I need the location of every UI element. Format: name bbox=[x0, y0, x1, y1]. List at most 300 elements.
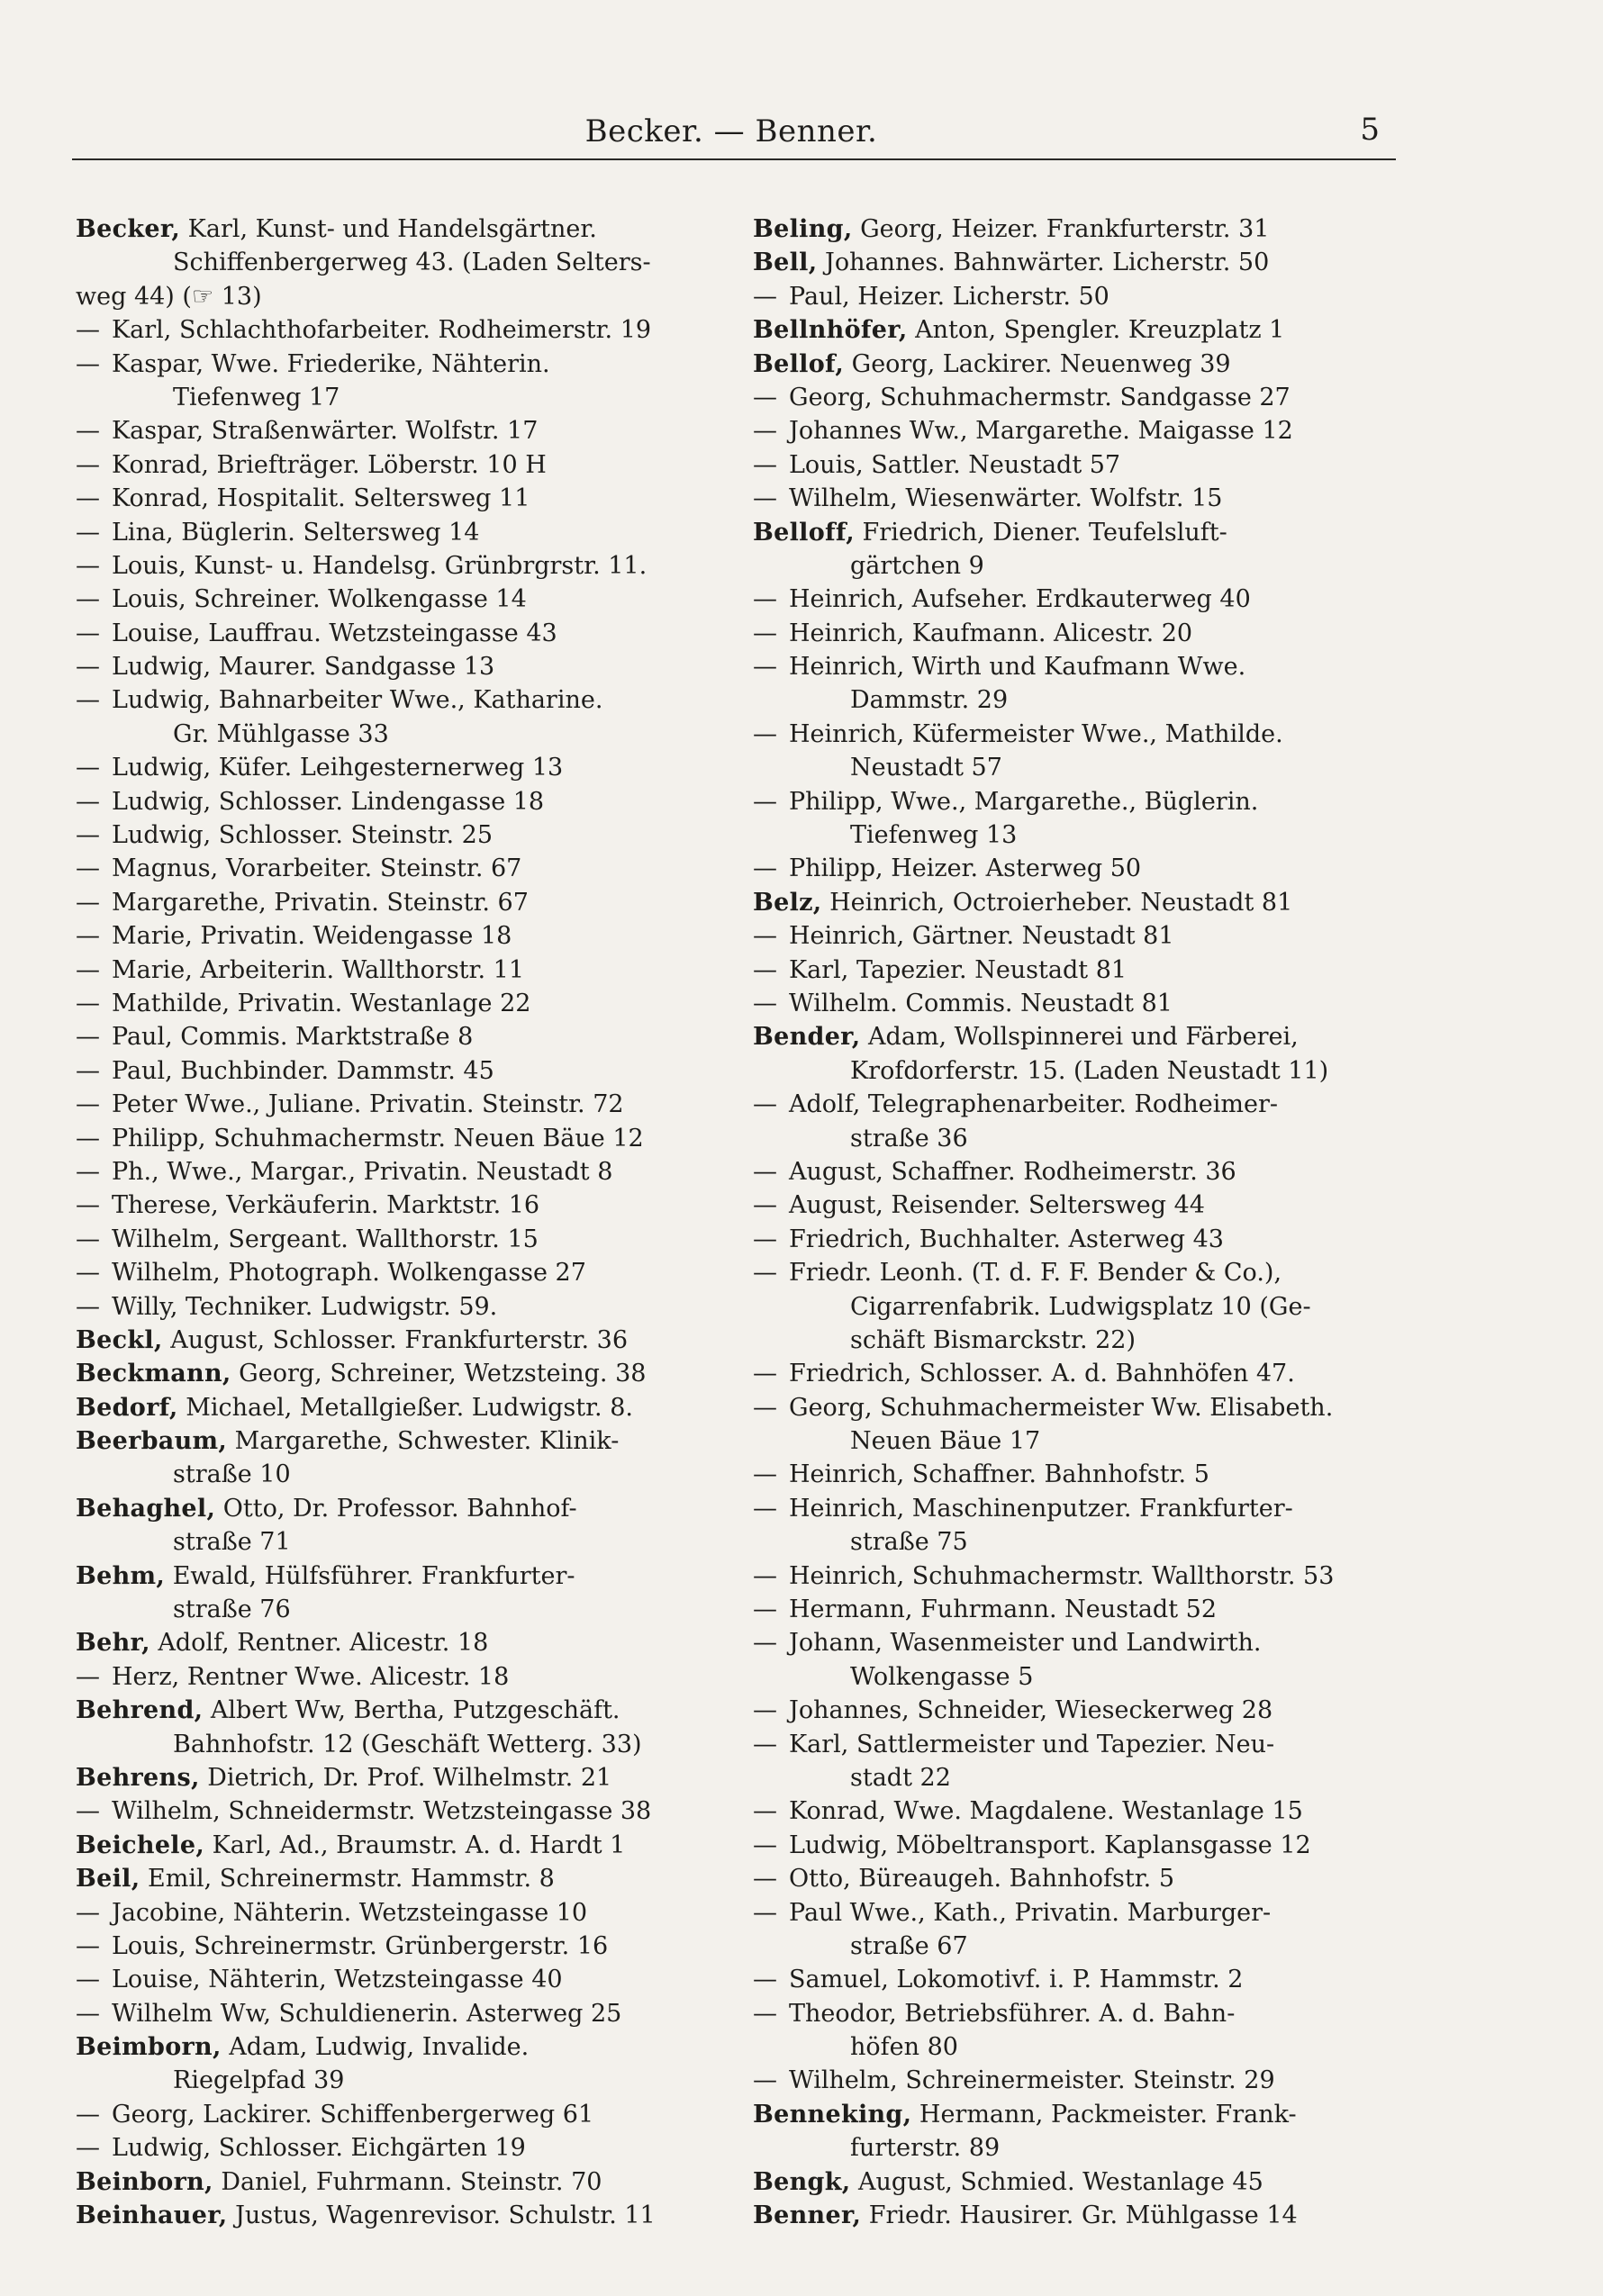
entry-text: höfen 80 bbox=[850, 2033, 958, 2062]
entry-text: Friedrich, Diener. Teufelsluft- bbox=[854, 518, 1227, 547]
surname-heading: Beling, bbox=[753, 215, 853, 243]
entry-text: Friedrich, Schlosser. A. d. Bahnhöfen 47. bbox=[789, 1360, 1295, 1388]
entry-line bbox=[753, 954, 1401, 987]
entry-text: straße 71 bbox=[173, 1528, 291, 1557]
entry-text: Marie, Privatin. Weidengasse 18 bbox=[112, 922, 512, 951]
entry-text: Theodor, Betriebsführer. A. d. Bahn- bbox=[789, 1999, 1236, 2028]
ditto-dash: — bbox=[76, 1225, 100, 1253]
surname-heading: Beinhauer, bbox=[76, 2201, 228, 2230]
entry-line bbox=[753, 1492, 1401, 1525]
surname-heading: Benner, bbox=[753, 2201, 862, 2230]
entry-line-continuation bbox=[76, 1458, 724, 1491]
ditto-dash: — bbox=[753, 2066, 777, 2095]
ditto-dash: — bbox=[76, 1898, 100, 1927]
entry-line-surname bbox=[76, 1357, 724, 1390]
entry-text: Peter Wwe., Juliane. Privatin. Steinstr. 72 bbox=[112, 1090, 624, 1119]
entry-text: stadt 22 bbox=[850, 1763, 951, 1792]
entry-text: Karl, Sattlermeister und Tapezier. Neu- bbox=[789, 1730, 1275, 1758]
entry-line bbox=[76, 583, 724, 616]
entry-text: Adam, Wollspinnerei und Färberei, bbox=[860, 1023, 1299, 1052]
entry-line bbox=[753, 1223, 1401, 1256]
entry-text: Georg, Heizer. Frankfurterstr. 31 bbox=[852, 215, 1270, 243]
entry-line bbox=[753, 919, 1401, 953]
ditto-dash: — bbox=[76, 619, 100, 647]
entry-text: Dammstr. 29 bbox=[850, 686, 1009, 715]
ditto-dash: — bbox=[753, 1157, 777, 1186]
entry-text: Friedr. Hausirer. Gr. Mühlgasse 14 bbox=[861, 2201, 1298, 2230]
ditto-dash: — bbox=[753, 383, 777, 411]
entry-line-surname bbox=[753, 2165, 1401, 2199]
entry-line-surname bbox=[753, 886, 1401, 919]
entry-line-continuation bbox=[753, 1424, 1401, 1458]
entry-line bbox=[753, 987, 1401, 1020]
entry-line-surname bbox=[753, 313, 1401, 347]
ditto-dash: — bbox=[753, 1460, 777, 1489]
entry-line bbox=[76, 1054, 724, 1088]
ditto-dash: — bbox=[753, 1191, 777, 1220]
ditto-dash: — bbox=[76, 450, 100, 479]
ditto-dash: — bbox=[76, 754, 100, 782]
surname-heading: Beckl, bbox=[76, 1325, 163, 1354]
entry-text: Michael, Metallgießer. Ludwigstr. 8. bbox=[177, 1393, 633, 1422]
entry-line bbox=[753, 650, 1401, 683]
ditto-dash: — bbox=[753, 1360, 777, 1388]
entry-text: August, Schaffner. Rodheimerstr. 36 bbox=[789, 1157, 1236, 1186]
entry-text: Louise, Lauffrau. Wetzsteingasse 43 bbox=[112, 619, 557, 647]
entry-text: Friedrich, Buchhalter. Asterweg 43 bbox=[789, 1225, 1224, 1253]
ditto-dash: — bbox=[76, 955, 100, 984]
entry-text: Wilhelm, Schneidermstr. Wetzsteingasse 38 bbox=[112, 1797, 652, 1826]
entry-line-surname bbox=[753, 348, 1401, 381]
ditto-dash: — bbox=[76, 1090, 100, 1119]
surname-heading: Behaghel, bbox=[76, 1494, 216, 1523]
entry-line bbox=[76, 448, 724, 482]
entry-text: Gr. Mühlgasse 33 bbox=[173, 719, 389, 748]
entry-text: Neuen Bäue 17 bbox=[850, 1427, 1041, 1456]
ditto-dash: — bbox=[76, 821, 100, 850]
surname-heading: Bellof, bbox=[753, 349, 845, 378]
entry-line bbox=[753, 2064, 1401, 2097]
entry-line-continuation bbox=[753, 1660, 1401, 1694]
entry-line bbox=[753, 280, 1401, 313]
ditto-dash: — bbox=[753, 653, 777, 682]
ditto-dash: — bbox=[76, 686, 100, 715]
entry-text: Heinrich, Wirth und Kaufmann Wwe. bbox=[789, 653, 1246, 682]
entry-text: straße 36 bbox=[850, 1124, 968, 1153]
entry-text: Paul, Heizer. Licherstr. 50 bbox=[789, 282, 1109, 311]
entry-line bbox=[753, 482, 1401, 515]
ditto-dash: — bbox=[76, 1124, 100, 1153]
entry-line bbox=[76, 1020, 724, 1053]
entry-line bbox=[76, 987, 724, 1020]
entry-line-surname bbox=[76, 1424, 724, 1458]
entry-line bbox=[76, 919, 724, 953]
surname-heading: Benneking, bbox=[753, 2100, 912, 2129]
entry-line bbox=[753, 448, 1401, 482]
entry-line bbox=[76, 1963, 724, 1996]
entry-text: schäft Bismarckstr. 22) bbox=[850, 1325, 1137, 1354]
surname-heading: Beichele, bbox=[76, 1830, 205, 1859]
entry-text: Ludwig, Schlosser. Lindengasse 18 bbox=[112, 787, 545, 816]
entry-text: Tiefenweg 17 bbox=[173, 383, 340, 411]
entry-text: Wilhelm, Photograph. Wolkengasse 27 bbox=[112, 1259, 586, 1288]
ditto-dash: — bbox=[753, 719, 777, 748]
ditto-dash: — bbox=[76, 1191, 100, 1220]
ditto-dash: — bbox=[76, 1157, 100, 1186]
ditto-dash: — bbox=[753, 1730, 777, 1758]
entry-text: Philipp, Wwe., Margarethe., Büglerin. bbox=[789, 787, 1259, 816]
entry-line bbox=[76, 414, 724, 447]
entry-text: Riegelpfad 39 bbox=[173, 2066, 345, 2095]
entry-text: Margarethe, Schwester. Klinik- bbox=[227, 1427, 620, 1456]
entry-text: Heinrich, Aufseher. Erdkauterweg 40 bbox=[789, 585, 1251, 614]
entry-line-continuation bbox=[753, 683, 1401, 717]
entry-line bbox=[76, 617, 724, 650]
entry-text: Hermann, Fuhrmann. Neustadt 52 bbox=[789, 1595, 1218, 1624]
ditto-dash: — bbox=[753, 1830, 777, 1859]
entry-text: August, Schmied. Westanlage 45 bbox=[850, 2167, 1263, 2196]
entry-line bbox=[76, 650, 724, 683]
ditto-dash: — bbox=[753, 1259, 777, 1288]
surname-heading: Belloff, bbox=[753, 518, 855, 547]
ditto-dash: — bbox=[753, 585, 777, 614]
entry-line-continuation bbox=[76, 1728, 724, 1761]
surname-heading: Bell, bbox=[753, 249, 818, 277]
entry-line bbox=[753, 583, 1401, 616]
entry-text: Emil, Schreinermstr. Hammstr. 8 bbox=[140, 1865, 555, 1894]
entry-line-continuation bbox=[753, 1054, 1401, 1088]
entry-text: straße 10 bbox=[173, 1460, 291, 1489]
ditto-dash: — bbox=[76, 888, 100, 917]
entry-text: Wilhelm Ww, Schuldienerin. Asterweg 25 bbox=[112, 1999, 622, 2028]
entry-text: Heinrich, Octroierheber. Neustadt 81 bbox=[821, 888, 1293, 917]
entry-line bbox=[753, 1559, 1401, 1593]
entry-text: Johannes Ww., Margarethe. Maigasse 12 bbox=[789, 417, 1293, 446]
entry-text: Johann, Wasenmeister und Landwirth. bbox=[789, 1629, 1262, 1658]
ditto-dash: — bbox=[753, 282, 777, 311]
entry-line bbox=[76, 1290, 724, 1324]
ditto-dash: — bbox=[76, 518, 100, 547]
entry-line-continuation bbox=[753, 1122, 1401, 1155]
entry-text: straße 76 bbox=[173, 1595, 291, 1624]
entry-line bbox=[753, 1458, 1401, 1491]
entry-line bbox=[76, 954, 724, 987]
left-column bbox=[76, 212, 724, 2230]
entry-line bbox=[76, 348, 724, 381]
surname-heading: Behrens, bbox=[76, 1763, 200, 1792]
entry-text: straße 75 bbox=[850, 1528, 968, 1557]
entry-line bbox=[753, 785, 1401, 818]
ditto-dash: — bbox=[76, 585, 100, 614]
entry-line-continuation bbox=[76, 1593, 724, 1626]
entry-text: Otto, Dr. Professor. Bahnhof- bbox=[215, 1494, 577, 1523]
entry-line bbox=[753, 1896, 1401, 1930]
entry-text: Georg, Schuhmachermstr. Sandgasse 27 bbox=[789, 383, 1291, 411]
entry-text: Jacobine, Nähterin. Wetzsteingasse 10 bbox=[112, 1898, 588, 1927]
ditto-dash: — bbox=[76, 1023, 100, 1052]
entry-text: Albert Ww, Bertha, Putzgeschäft. bbox=[203, 1696, 620, 1725]
entry-text: Konrad, Briefträger. Löberstr. 10 H bbox=[112, 450, 547, 479]
surname-heading: Belz, bbox=[753, 888, 822, 917]
entry-text: Paul Wwe., Kath., Privatin. Marburger- bbox=[789, 1898, 1272, 1927]
entry-text: Johannes. Bahnwärter. Licherstr. 50 bbox=[817, 249, 1270, 277]
entry-line-surname bbox=[76, 1559, 724, 1593]
entry-line bbox=[753, 1357, 1401, 1390]
entry-text: Karl, Ad., Braumstr. A. d. Hardt 1 bbox=[204, 1830, 626, 1859]
entry-line bbox=[76, 1088, 724, 1121]
entry-text: Georg, Schreiner, Wetzsteing. 38 bbox=[231, 1360, 647, 1388]
entry-line bbox=[76, 313, 724, 347]
surname-heading: Bedorf, bbox=[76, 1393, 178, 1422]
entry-line bbox=[753, 1997, 1401, 2030]
entry-line bbox=[753, 1593, 1401, 1626]
entry-line bbox=[753, 1829, 1401, 1862]
entry-line bbox=[753, 1963, 1401, 1996]
entry-line-continuation bbox=[753, 1324, 1401, 1357]
entry-text: Ludwig, Maurer. Sandgasse 13 bbox=[112, 653, 495, 682]
ditto-dash: — bbox=[753, 1898, 777, 1927]
entry-line-surname bbox=[76, 1829, 724, 1862]
entry-text: Adolf, Rentner. Alicestr. 18 bbox=[149, 1629, 489, 1658]
ditto-dash: — bbox=[753, 1966, 777, 1994]
surname-heading: Beinborn, bbox=[76, 2167, 213, 2196]
entry-line-surname bbox=[76, 212, 724, 246]
entry-text: Bahnhofstr. 12 (Geschäft Wetterg. 33) bbox=[173, 1730, 642, 1758]
entry-text: Wilhelm, Schreinermeister. Steinstr. 29 bbox=[789, 2066, 1275, 2095]
entry-text: Louis, Kunst- u. Handelsg. Grünbrgrstr. 11. bbox=[112, 551, 648, 580]
entry-text: Philipp, Schuhmachermstr. Neuen Bäue 12 bbox=[112, 1124, 644, 1153]
entry-text: August, Reisender. Seltersweg 44 bbox=[789, 1191, 1205, 1220]
entry-text: Johannes, Schneider, Wieseckerweg 28 bbox=[789, 1696, 1273, 1725]
ditto-dash: — bbox=[753, 854, 777, 883]
entry-text: Daniel, Fuhrmann. Steinstr. 70 bbox=[213, 2167, 602, 2196]
entry-text: Philipp, Heizer. Asterweg 50 bbox=[789, 854, 1142, 883]
entry-line-surname bbox=[76, 1391, 724, 1424]
entry-line bbox=[76, 1896, 724, 1930]
entry-text: Wilhelm. Commis. Neustadt 81 bbox=[789, 989, 1173, 1017]
entry-line-surname bbox=[753, 2098, 1401, 2131]
entry-line bbox=[753, 414, 1401, 447]
entry-text: Otto, Büreaugeh. Bahnhofstr. 5 bbox=[789, 1865, 1175, 1894]
entry-line-surname bbox=[76, 2030, 724, 2064]
entry-line-continuation bbox=[76, 381, 724, 414]
entry-line-continuation bbox=[753, 818, 1401, 852]
entry-text: Louise, Nähterin, Wetzsteingasse 40 bbox=[112, 1966, 563, 1994]
entry-text: Konrad, Hospitalit. Seltersweg 11 bbox=[112, 484, 530, 513]
ditto-dash: — bbox=[76, 1931, 100, 1960]
entry-text: Marie, Arbeiterin. Wallthorstr. 11 bbox=[112, 955, 524, 984]
ditto-dash: — bbox=[753, 989, 777, 1017]
entry-text: Ewald, Hülfsführer. Frankfurter- bbox=[165, 1561, 575, 1590]
entry-text: Wolkengasse 5 bbox=[850, 1662, 1034, 1691]
surname-heading: Beil, bbox=[76, 1865, 140, 1894]
ditto-dash: — bbox=[753, 1999, 777, 2028]
ditto-dash: — bbox=[76, 1662, 100, 1691]
ditto-dash: — bbox=[753, 787, 777, 816]
ditto-dash: — bbox=[76, 2100, 100, 2129]
entry-line bbox=[76, 751, 724, 784]
entry-text: Tiefenweg 13 bbox=[850, 821, 1018, 850]
ditto-dash: — bbox=[76, 787, 100, 816]
entry-text: Karl, Tapezier. Neustadt 81 bbox=[789, 955, 1128, 984]
ditto-dash: — bbox=[76, 316, 100, 345]
ditto-dash: — bbox=[753, 450, 777, 479]
ditto-dash: — bbox=[753, 922, 777, 951]
entry-line-continuation bbox=[76, 2064, 724, 2097]
entry-text: Georg, Lackirer. Schiffenbergerweg 61 bbox=[112, 2100, 594, 2129]
entry-line bbox=[76, 1155, 724, 1189]
ditto-dash: — bbox=[753, 1225, 777, 1253]
ditto-dash: — bbox=[753, 417, 777, 446]
entry-text: Heinrich, Kaufmann. Alicestr. 20 bbox=[789, 619, 1193, 647]
page-header bbox=[74, 106, 1389, 160]
ditto-dash: — bbox=[753, 1595, 777, 1624]
entry-line bbox=[76, 549, 724, 583]
entry-line-surname bbox=[753, 212, 1401, 246]
entry-text: Dietrich, Dr. Prof. Wilhelmstr. 21 bbox=[199, 1763, 612, 1792]
ditto-dash: — bbox=[76, 551, 100, 580]
entry-line bbox=[753, 1088, 1401, 1121]
entry-text: Heinrich, Maschinenputzer. Frankfurter- bbox=[789, 1494, 1293, 1523]
entry-line-surname bbox=[76, 1324, 724, 1357]
entry-text: Therese, Verkäuferin. Marktstr. 16 bbox=[112, 1191, 540, 1220]
right-column bbox=[753, 212, 1401, 2230]
ditto-dash: — bbox=[76, 922, 100, 951]
entry-line-surname bbox=[76, 2165, 724, 2199]
surname-heading: Behr, bbox=[76, 1629, 150, 1658]
entry-line bbox=[76, 2131, 724, 2165]
entry-text: Karl, Schlachthofarbeiter. Rodheimerstr. 19 bbox=[112, 316, 652, 345]
entry-line bbox=[753, 1862, 1401, 1895]
entry-text: Herz, Rentner Wwe. Alicestr. 18 bbox=[112, 1662, 510, 1691]
entry-line-continuation bbox=[753, 549, 1401, 583]
entry-line bbox=[76, 818, 724, 852]
ditto-dash: — bbox=[76, 1999, 100, 2028]
entry-line bbox=[76, 886, 724, 919]
surname-heading: Beimborn, bbox=[76, 2033, 222, 2062]
entry-line-continuation bbox=[76, 1525, 724, 1559]
ditto-dash: — bbox=[76, 417, 100, 446]
entry-line bbox=[753, 617, 1401, 650]
entry-text: gärtchen 9 bbox=[850, 551, 984, 580]
ditto-dash: — bbox=[76, 1797, 100, 1826]
entry-text: Paul, Buchbinder. Dammstr. 45 bbox=[112, 1056, 494, 1085]
entry-line-surname bbox=[76, 1761, 724, 1794]
entry-text: Konrad, Wwe. Magdalene. Westanlage 15 bbox=[789, 1797, 1303, 1826]
entry-line-surname bbox=[753, 1020, 1401, 1053]
entry-text: Georg, Schuhmachermeister Ww. Elisabeth. bbox=[789, 1393, 1334, 1422]
entry-text: Wilhelm, Wiesenwärter. Wolfstr. 15 bbox=[789, 484, 1223, 513]
header-rule bbox=[72, 158, 1396, 160]
entry-line bbox=[753, 1155, 1401, 1189]
ditto-dash: — bbox=[753, 1629, 777, 1658]
entry-line-continuation bbox=[753, 1761, 1401, 1794]
entry-line-continuation bbox=[753, 1930, 1401, 1963]
entry-line-continuation bbox=[753, 2030, 1401, 2064]
entry-text: Heinrich, Schaffner. Bahnhofstr. 5 bbox=[789, 1460, 1209, 1489]
entry-text: Georg, Lackirer. Neuenweg 39 bbox=[844, 349, 1231, 378]
entry-text: Louis, Schreinermstr. Grünbergerstr. 16 bbox=[112, 1931, 609, 1960]
entry-line-continuation bbox=[76, 718, 724, 751]
entry-line bbox=[753, 852, 1401, 885]
entry-text: Krofdorferstr. 15. (Laden Neustadt 11) bbox=[850, 1056, 1329, 1085]
entry-text: Ludwig, Möbeltransport. Kaplansgasse 12 bbox=[789, 1830, 1311, 1859]
entry-text: Louis, Sattler. Neustadt 57 bbox=[789, 450, 1121, 479]
entry-line-surname bbox=[753, 2199, 1401, 2232]
entry-line bbox=[753, 1694, 1401, 1727]
ditto-dash: — bbox=[76, 484, 100, 513]
entry-text: Paul, Commis. Marktstraße 8 bbox=[112, 1023, 474, 1052]
ditto-dash: — bbox=[76, 1259, 100, 1288]
entry-line bbox=[76, 482, 724, 515]
entry-line bbox=[76, 785, 724, 818]
ditto-dash: — bbox=[76, 1292, 100, 1321]
entry-line bbox=[76, 1189, 724, 1222]
entry-text: Ludwig, Bahnarbeiter Wwe., Katharine. bbox=[112, 686, 603, 715]
entry-text: Justus, Wagenrevisor. Schulstr. 11 bbox=[227, 2201, 656, 2230]
entry-line bbox=[76, 1223, 724, 1256]
surname-heading: Beerbaum, bbox=[76, 1427, 228, 1456]
ditto-dash: — bbox=[76, 1966, 100, 1994]
surname-heading: Behm, bbox=[76, 1561, 166, 1590]
entry-line-surname bbox=[76, 1862, 724, 1895]
entry-line bbox=[753, 1626, 1401, 1659]
entry-text: Karl, Kunst- und Handelsgärtner. bbox=[180, 215, 597, 243]
entry-line bbox=[753, 1391, 1401, 1424]
surname-heading: Behrend, bbox=[76, 1696, 204, 1725]
entry-line bbox=[76, 852, 724, 885]
entry-line bbox=[76, 1997, 724, 2030]
surname-heading: Bengk, bbox=[753, 2167, 851, 2196]
ditto-dash: — bbox=[76, 349, 100, 378]
ditto-dash: — bbox=[753, 1696, 777, 1725]
ditto-dash: — bbox=[753, 1494, 777, 1523]
entry-text: Louis, Schreiner. Wolkengasse 14 bbox=[112, 585, 527, 614]
entry-text: Friedr. Leonh. (T. d. F. F. Bender & Co.), bbox=[789, 1259, 1282, 1288]
entry-text: Margarethe, Privatin. Steinstr. 67 bbox=[112, 888, 529, 917]
entry-line bbox=[76, 1930, 724, 1963]
ditto-dash: — bbox=[76, 854, 100, 883]
ditto-dash: — bbox=[753, 484, 777, 513]
entry-line-continuation bbox=[753, 1525, 1401, 1559]
entry-text: Heinrich, Küfermeister Wwe., Mathilde. bbox=[789, 719, 1283, 748]
entry-text: Heinrich, Schuhmachermstr. Wallthorstr. 53 bbox=[789, 1561, 1335, 1590]
ditto-dash: — bbox=[76, 653, 100, 682]
entry-text: Adam, Ludwig, Invalide. bbox=[221, 2033, 530, 2062]
entry-line-surname bbox=[753, 246, 1401, 279]
entry-text: Neustadt 57 bbox=[850, 754, 1002, 782]
entry-text: Samuel, Lokomotivf. i. P. Hammstr. 2 bbox=[789, 1966, 1244, 1994]
entry-text: Adolf, Telegraphenarbeiter. Rodheimer- bbox=[789, 1090, 1279, 1119]
ditto-dash: — bbox=[753, 1393, 777, 1422]
entry-line bbox=[76, 280, 724, 313]
entry-line-surname bbox=[76, 1694, 724, 1727]
entry-text: Heinrich, Gärtner. Neustadt 81 bbox=[789, 922, 1174, 951]
page-number: 5 bbox=[1360, 112, 1380, 148]
ditto-dash: — bbox=[753, 955, 777, 984]
entry-line bbox=[753, 1728, 1401, 1761]
entry-line-continuation bbox=[753, 1290, 1401, 1324]
entry-text: Mathilde, Privatin. Westanlage 22 bbox=[112, 989, 531, 1017]
entry-line bbox=[753, 381, 1401, 414]
entry-line bbox=[76, 516, 724, 549]
ditto-dash: — bbox=[753, 1561, 777, 1590]
entry-line-continuation bbox=[753, 2131, 1401, 2165]
entry-line bbox=[753, 1794, 1401, 1828]
entry-line-surname bbox=[76, 2199, 724, 2232]
surname-heading: Beckmann, bbox=[76, 1360, 231, 1388]
entry-line-continuation bbox=[753, 751, 1401, 784]
